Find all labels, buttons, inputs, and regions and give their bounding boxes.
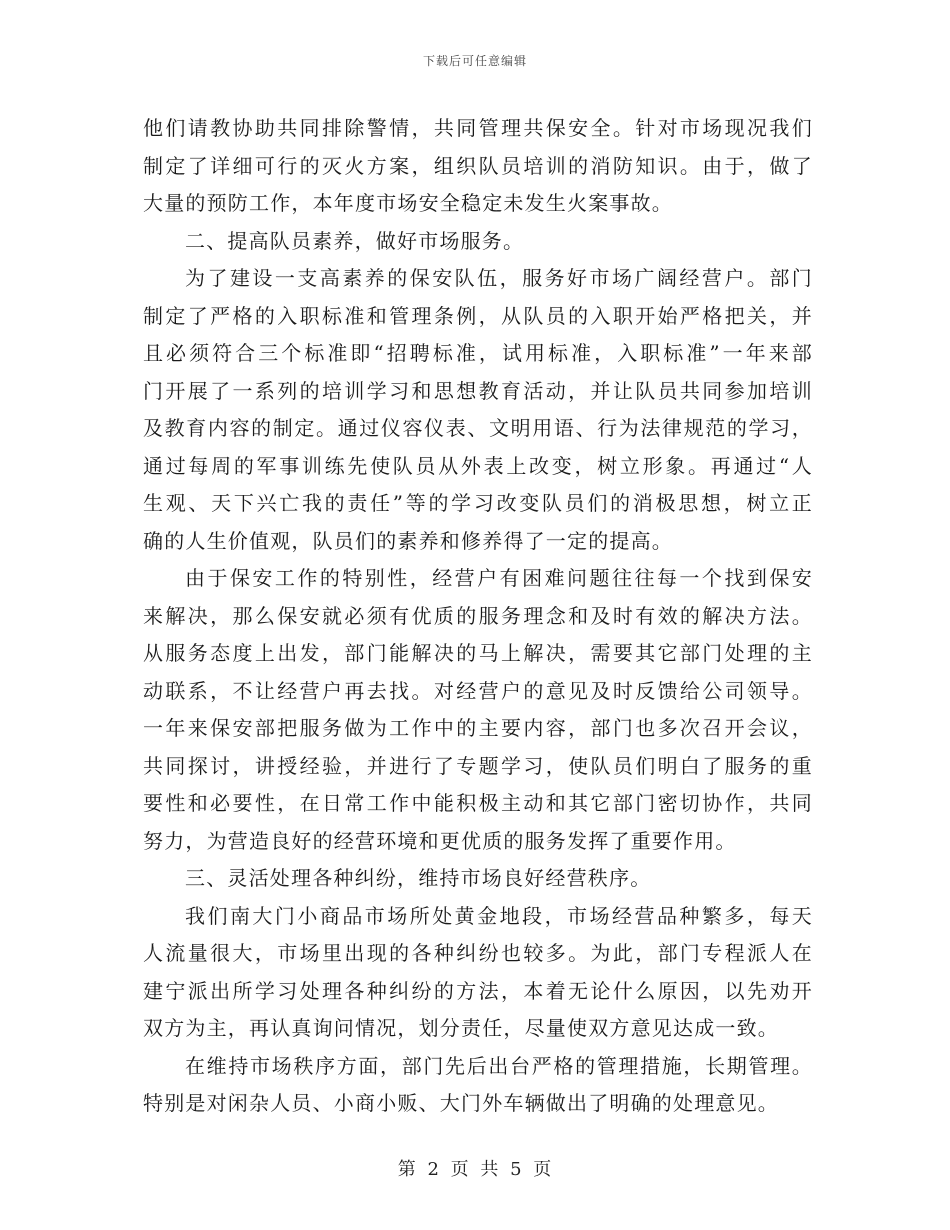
body-line: 要性和必要性，在日常工作中能积极主动和其它部门密切协作，共同 xyxy=(143,791,813,815)
body-line: 他们请教协助共同排除警情，共同管理共保安全。针对市场现况我们 xyxy=(143,116,813,140)
body-line: 由于保安工作的特别性，经营户有困难问题往往每一个找到保安 xyxy=(185,566,813,590)
body-line: 且必须符合三个标准即“招聘标准，试用标准，入职标准”一年来部 xyxy=(143,341,813,365)
body-line: 制定了严格的入职标准和管理条例，从队员的入职开始严格把关，并 xyxy=(143,303,813,328)
footer-page-unit: 页 xyxy=(450,1159,470,1180)
body-line: 制定了详细可行的灭火方案，组织队员培训的消防知识。由于，做了 xyxy=(143,153,813,178)
body-line: 从服务态度上出发，部门能解决的马上解决，需要其它部门处理的主 xyxy=(143,641,813,665)
body-line: 门开展了一系列的培训学习和思想教育活动，并让队员共同参加培训 xyxy=(143,378,813,403)
body-line: 动联系，不让经营户再去找。对经营户的意见及时反馈给公司领导。 xyxy=(143,678,813,703)
body-line: 来解决，那么保安就必须有优质的服务理念和及时有效的解决方法。 xyxy=(143,603,813,628)
section-heading-2: 二、提高队员素养，做好市场服务。 xyxy=(185,228,525,253)
body-line: 人流量很大，市场里出现的各种纠纷也较多。为此，部门专程派人在 xyxy=(143,941,813,965)
body-line: 生观、天下兴亡我的责任”等的学习改变队员们的消极思想，树立正 xyxy=(143,491,813,515)
body-line: 建宁派出所学习处理各种纠纷的方法，本着无论什么原因，以先劝开 xyxy=(143,978,813,1003)
footer-prefix: 第 xyxy=(397,1159,417,1180)
body-line: 我们南大门小商品市场所处黄金地段，市场经营品种繁多，每天 xyxy=(185,903,813,928)
body-line: 在维持市场秩序方面，部门先后出台严格的管理措施，长期管理。 xyxy=(185,1053,813,1078)
body-line: 共同探讨，讲授经验，并进行了专题学习，使队员们明白了服务的重 xyxy=(143,753,813,778)
body-line: 大量的预防工作，本年度市场安全稳定未发生火案事故。 xyxy=(143,191,673,215)
footer-total-unit: 页 xyxy=(533,1159,553,1180)
footer-total-prefix: 共 xyxy=(480,1159,500,1180)
body-line: 为了建设一支高素养的保安队伍，服务好市场广阔经营户。部门 xyxy=(185,266,813,290)
body-line: 特别是对闲杂人员、小商小贩、大门外车辆做出了明确的处理意见。 xyxy=(143,1091,779,1115)
section-heading-3: 三、灵活处理各种纠纷，维持市场良好经营秩序。 xyxy=(185,866,652,890)
body-line: 通过每周的军事训练先使队员从外表上改变，树立形象。再通过“人 xyxy=(143,453,813,478)
body-line: 及教育内容的制定。通过仪容仪表、文明用语、行为法律规范的学习， xyxy=(143,416,813,440)
footer-total-pages: 5 xyxy=(510,1159,523,1180)
body-line: 确的人生价值观，队员们的素养和修养得了一定的提高。 xyxy=(143,528,673,553)
page-number-footer xyxy=(0,1155,950,1181)
body-line: 努力，为营造良好的经营环境和更优质的服务发挥了重要作用。 xyxy=(143,828,737,853)
body-line: 一年来保安部把服务做为工作中的主要内容，部门也多次召开会议， xyxy=(143,716,813,740)
document-body xyxy=(143,110,813,1123)
page-header-note: 下载后可任意编辑 xyxy=(422,54,527,68)
footer-current-page: 2 xyxy=(427,1159,440,1180)
body-line: 双方为主，再认真询问情况，划分责任，尽量使双方意见达成一致。 xyxy=(143,1016,779,1040)
